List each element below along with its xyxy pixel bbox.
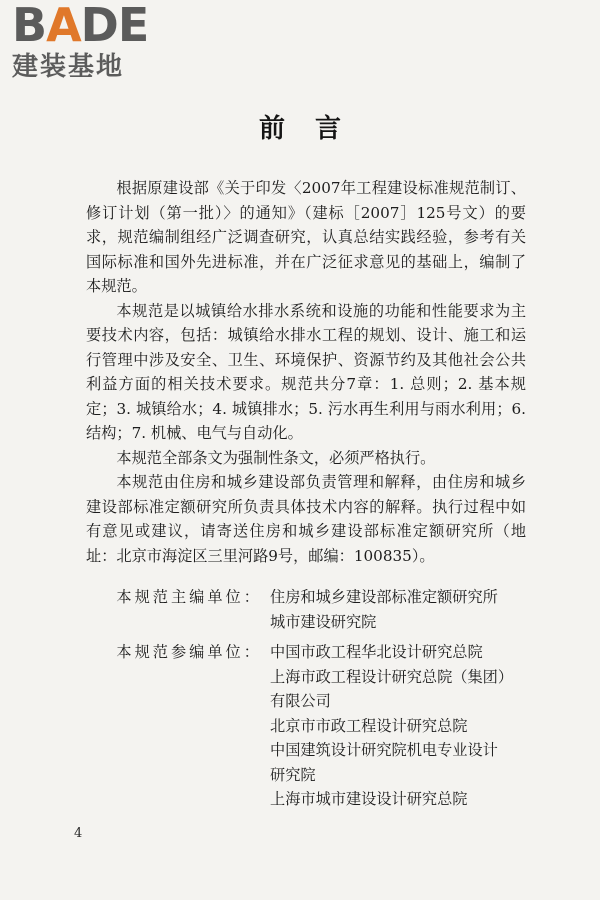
logo-subtitle: 建装基地	[12, 52, 125, 82]
participating-editor-list	[270, 640, 566, 812]
page-number: 4	[74, 826, 83, 841]
paragraph-1: 根据原建设部《关于印发〈2007年工程建设标准规范制订、修订计划（第一批）〉的通知》（建标［2007］125号文）的要求，规范编制组经广泛调查研究，认真总结实践经验，参考有关国际标准和国外先进标准，并在广泛征求意见的基础上，编制了本规范。	[86, 179, 526, 295]
logo-letters-de: DE	[80, 0, 149, 52]
chief-editor-item: 城市建设研究院	[270, 612, 377, 631]
editor-units	[86, 585, 566, 812]
participating-editor-item: 中国市政工程华北设计研究总院	[270, 643, 483, 661]
participating-editor-row	[86, 640, 566, 812]
participating-editor-item: 上海市政工程设计研究总院（集团）	[270, 667, 513, 686]
watermark-logo	[6, 0, 181, 90]
preface-body	[86, 176, 526, 568]
paragraph-4: 本规范由住房和城乡建设部负责管理和解释，由住房和城乡建设部标准定额研究所负责具体技术内容的解释。执行过程中如有意见或建议，请寄送住房和城乡建设部标准定额研究所（地址：北京市海淀区三里河路9号，邮编：100835）。	[86, 473, 526, 565]
page-title: 前言	[258, 114, 371, 144]
chief-editor-label: 本规范主编单位：	[116, 588, 262, 606]
logo-wordmark	[12, 0, 148, 50]
chief-editor-item: 住房和城乡建设部标准定额研究所	[270, 588, 498, 606]
participating-editor-item: 研究院	[270, 765, 316, 784]
paragraph-3: 本规范全部条文为强制性条文，必须严格执行。	[116, 448, 436, 467]
paragraph-2: 本规范是以城镇给水排水系统和设施的功能和性能要求为主要技术内容，包括：城镇给水排水工程的规划、设计、施工和运行管理中涉及安全、卫生、环境保护、资源节约及其他社会公共利益方面的相关技术要求。规范共分7章：1. 总则；2. 基本规定；3. 城镇给水；4. 城镇排水；5. 污水再生利用与雨水利用；6. 结构；7. 机械、电气与自动化。	[86, 301, 526, 442]
logo-letter-a: A	[46, 0, 81, 52]
logo-letter-b: B	[12, 0, 47, 52]
participating-editor-item: 北京市市政工程设计研究总院	[270, 716, 468, 735]
chief-editor-row	[86, 585, 566, 634]
participating-editor-item: 中国建筑设计研究院机电专业设计	[270, 741, 498, 759]
participating-editor-item: 上海市城市建设设计研究总院	[270, 790, 468, 808]
participating-editor-item: 有限公司	[270, 692, 331, 710]
chief-editor-list	[270, 585, 566, 634]
participating-editor-label: 本规范参编单位：	[116, 643, 262, 661]
